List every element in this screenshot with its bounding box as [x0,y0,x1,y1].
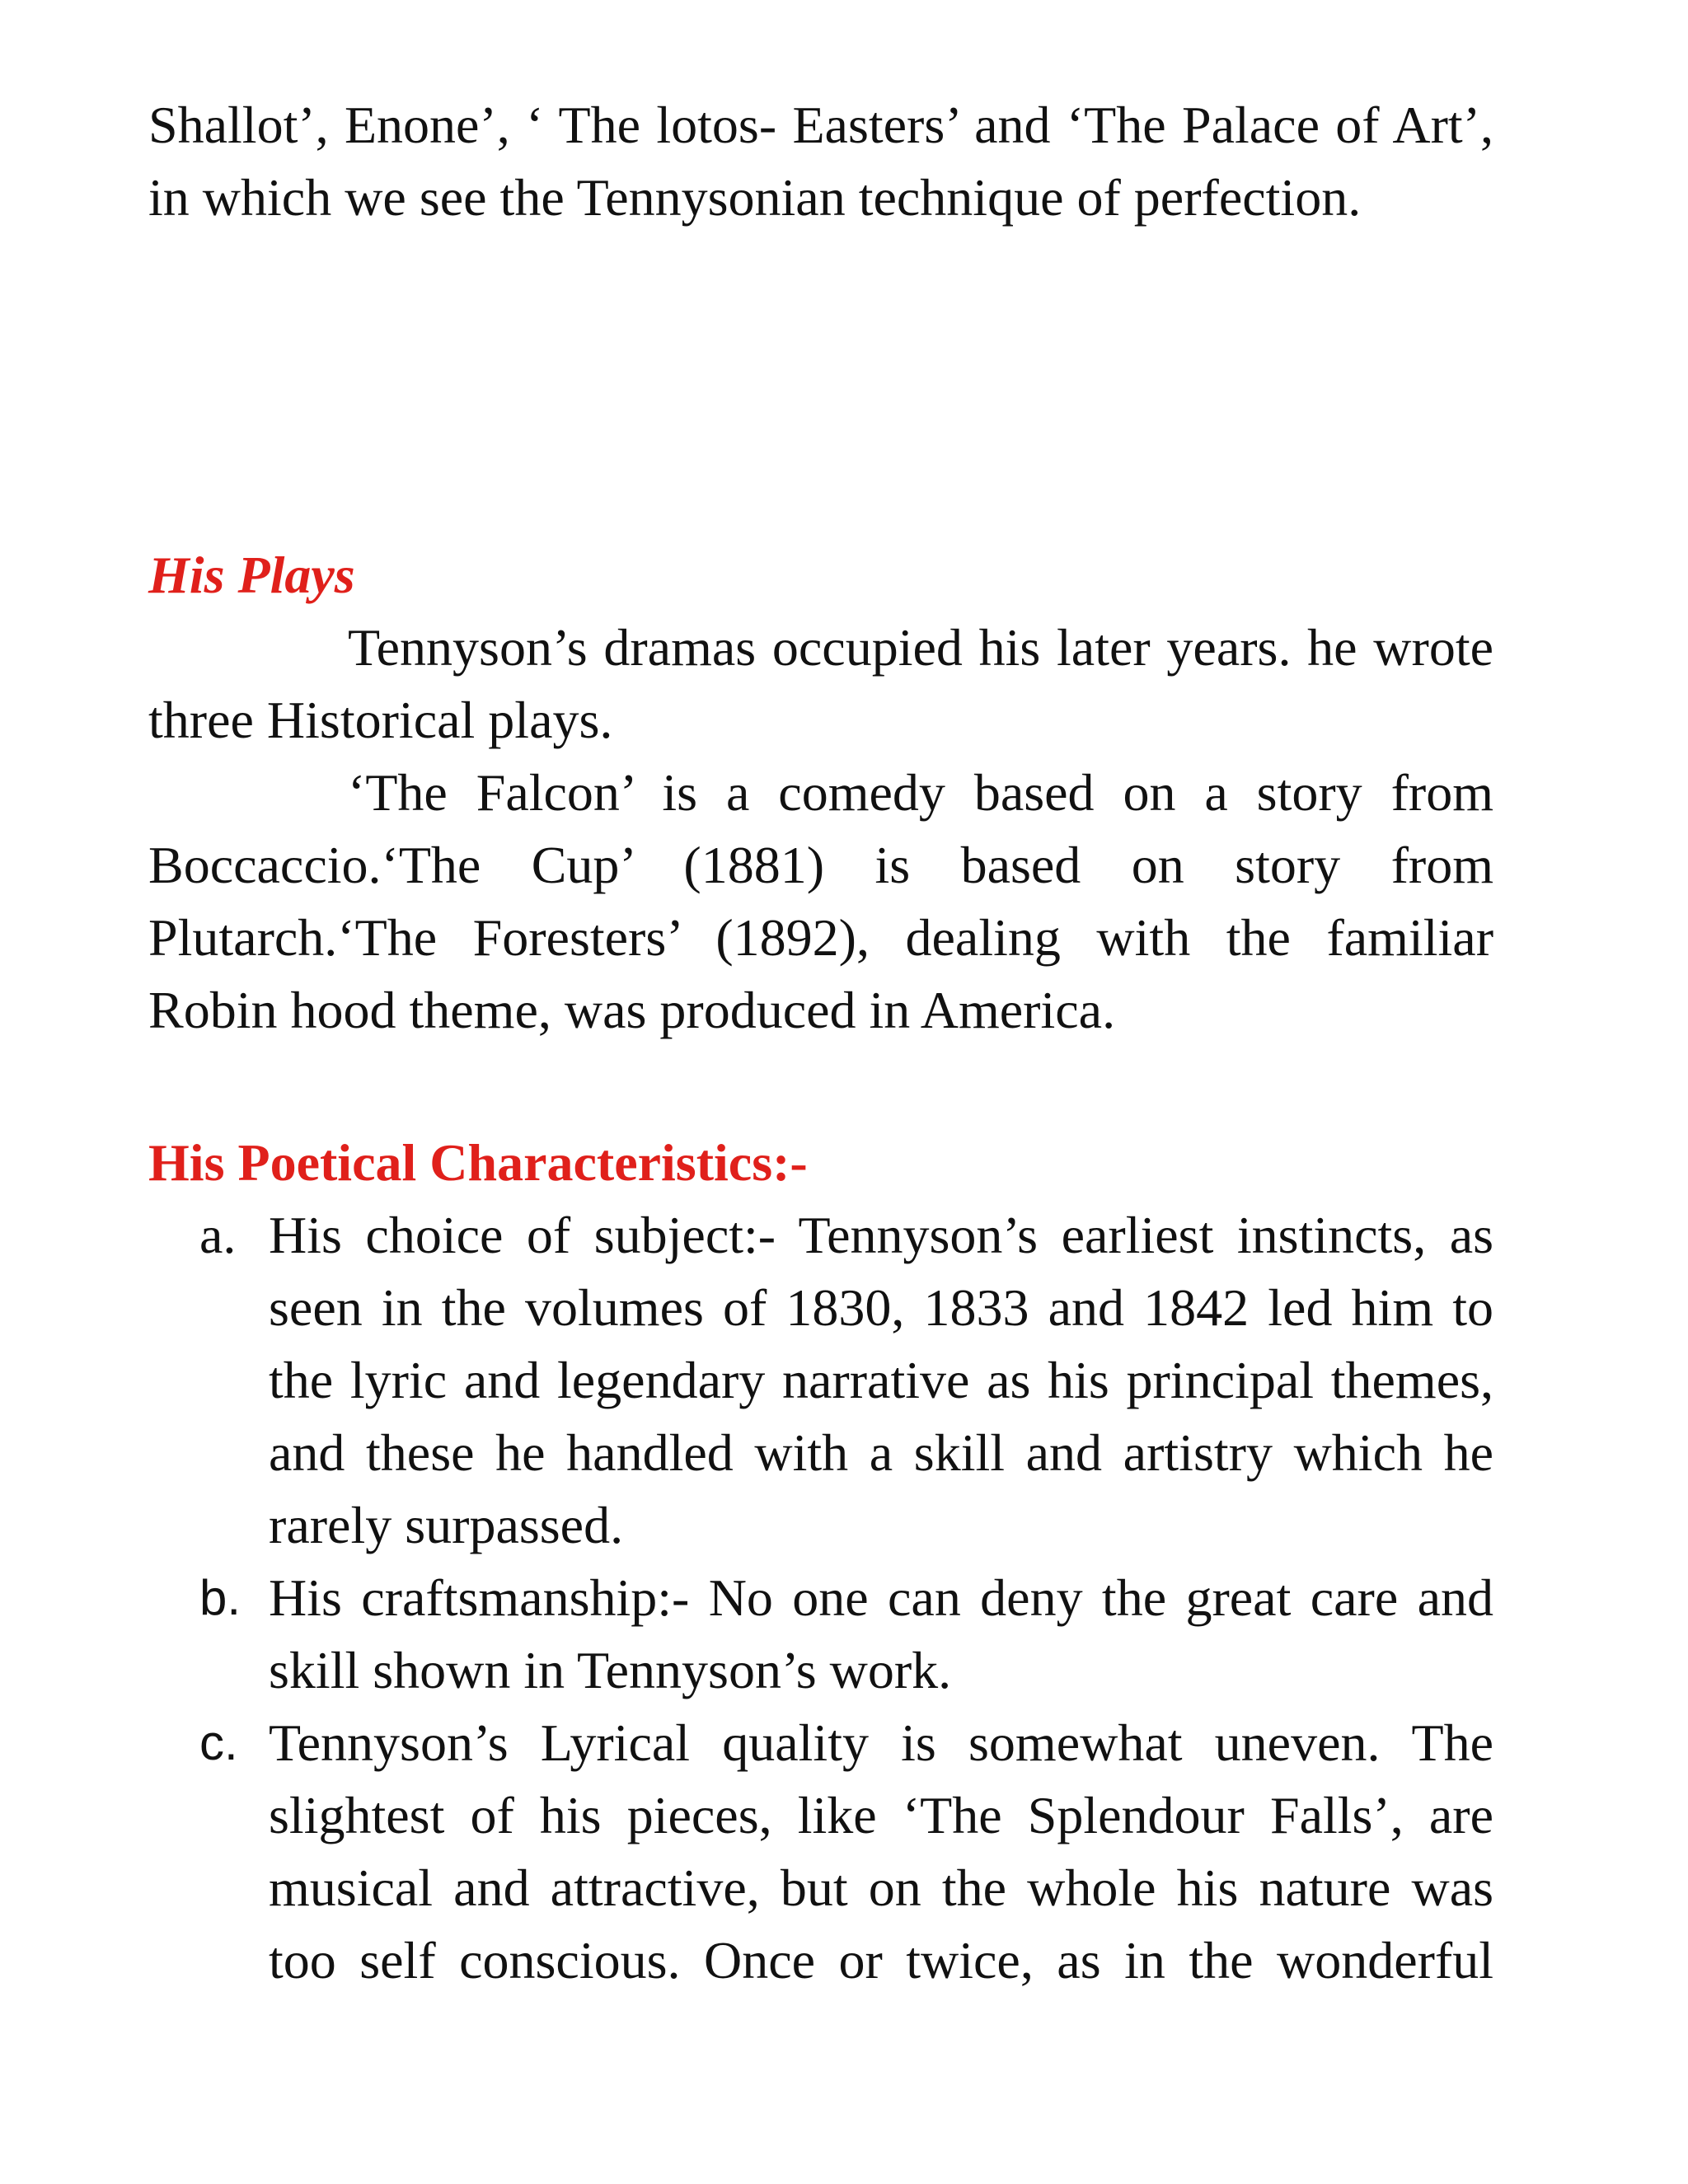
list-marker: a. [199,1206,237,1264]
spacer [148,1047,1493,1127]
characteristics-heading: His Poetical Characteristics:- [148,1133,808,1192]
characteristics-list [148,1199,1493,1997]
intro-paragraph: Shallot’, Enone’, ‘ The lotos- Easters’ and ‘The Palace of Art’, in which we see the Tennysonian technique of perfection. [148,96,1493,227]
plays-heading: His Plays [148,546,355,604]
list-item-text: His choice of subject:- Tennyson’s earliest instincts, as seen in the volumes of 1830, 1833 and 1842 led him to the lyric and legendary narrative as his principal themes, and these he handled with a skill and artistry which he rarely surpassed. [269,1206,1493,1554]
list-item-text: His craftsmanship:- No one can deny the great care and skill shown in Tennyson’s work. [269,1568,1493,1699]
list-item [148,1707,1493,1997]
plays-paragraph-2: ‘The Falcon’ is a comedy based on a story from Boccaccio.‘The Cup’ (1881) is based on story from Plutarch.‘The Foresters’ (1892), dealing with the familiar Robin hood theme, was produced in America. [148,763,1493,1039]
plays-paragraph-1: Tennyson’s dramas occupied his later years. he wrote three Historical plays. [148,618,1493,749]
list-item [148,1562,1493,1707]
list-item-text: Tennyson’s Lyrical quality is somewhat uneven. The slightest of his pieces, like ‘The Splendour Falls’, are musical and attractive, but on the whole his nature was too self conscious. Once or twice, as in the wonderful [269,1713,1493,1990]
list-marker: c. [199,1715,238,1770]
document-page [148,89,1493,1997]
list-marker: b. [199,1570,241,1625]
spacer [148,234,1493,539]
list-item [148,1199,1493,1562]
